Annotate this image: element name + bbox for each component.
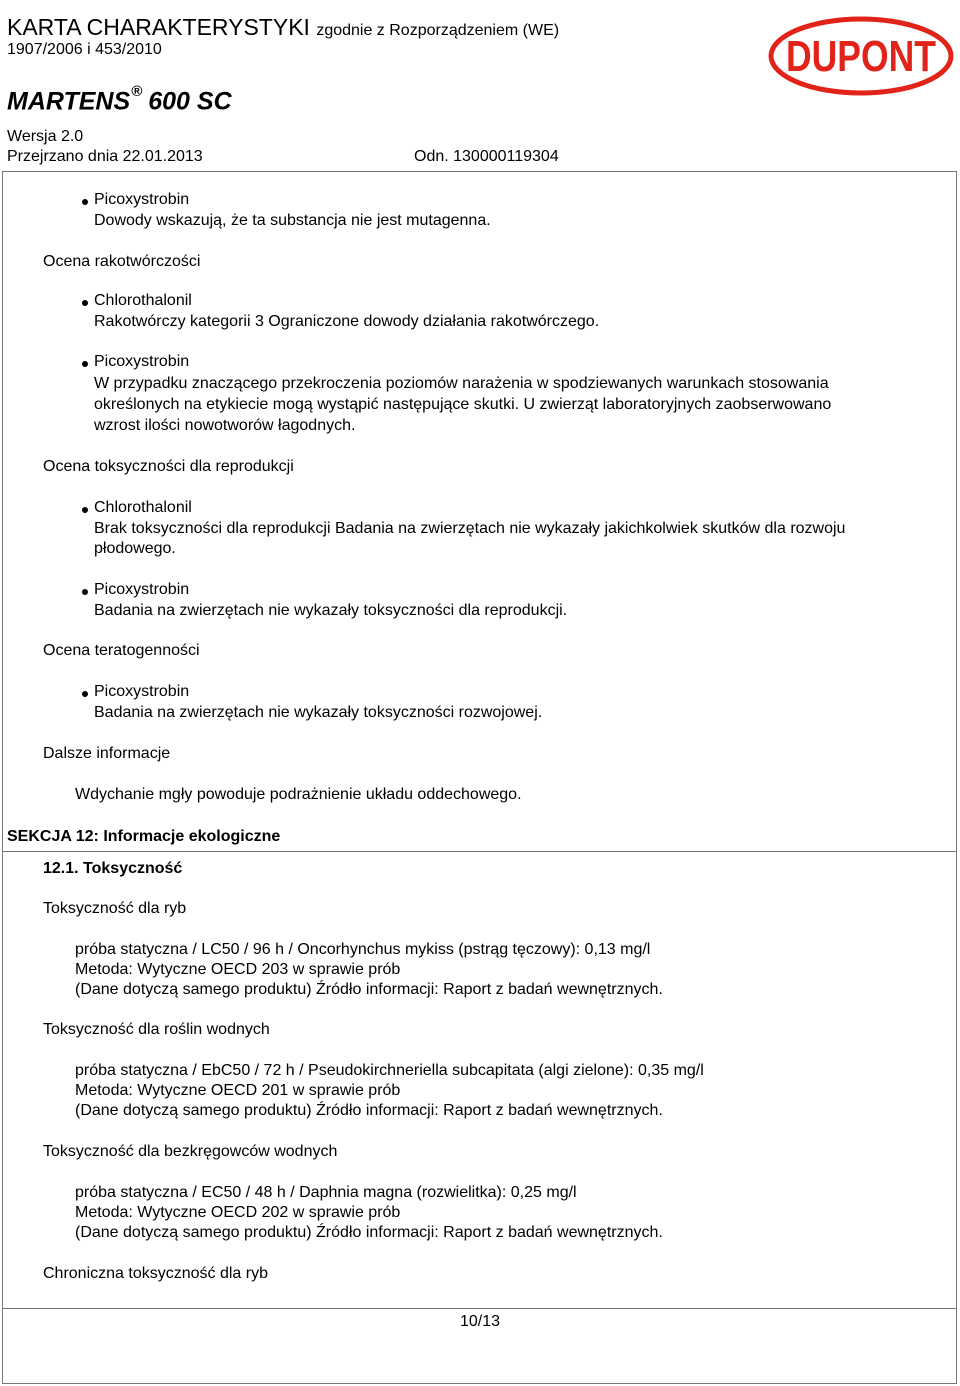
terato-picox-name: Picoxystrobin (94, 683, 190, 700)
aquatic-plants-heading: Toksyczność dla roślin wodnych (43, 1021, 270, 1038)
footer-divider (2, 1308, 957, 1309)
title-suffix: zgodnie z Rozporządzeniem (WE) (316, 22, 560, 39)
chronic-fish-toxicity-heading: Chroniczna toksyczność dla ryb (43, 1265, 268, 1282)
carcinogenicity-heading: Ocena rakotwórczości (43, 253, 201, 270)
carcino-picox-line3: wzrost ilości nowotworów łagodnych. (94, 417, 356, 434)
aquatic-plants-line3: (Dane dotyczą samego produktu) Źródło informacji: Raport z badań wewnętrznych. (75, 1102, 663, 1119)
repro-chloro-name: Chlorothalonil (94, 499, 192, 516)
section-12-title: SEKCJA 12: Informacje ekologiczne (7, 828, 281, 845)
repro-chloro-line2: płodowego. (94, 540, 176, 557)
document-number: Odn. 130000119304 (414, 148, 559, 165)
repro-chloro-line1: Brak toksyczności dla reprodukcji Badania na zwierzętach nie wykazały jakichkolwiek skutków dla rozwoju (94, 520, 846, 537)
aquatic-plants-line1: próba statyczna / EbC50 / 72 h / Pseudokirchneriella subcapitata (algi zielone): 0,35 mg/l (75, 1062, 704, 1079)
document-header (0, 0, 960, 172)
bullet-icon (82, 361, 88, 367)
carcino-picox-name: Picoxystrobin (94, 353, 190, 370)
repro-picox-text: Badania na zwierzętach nie wykazały toksyczności dla reprodukcji. (94, 602, 568, 619)
logo-text: DUPONT (786, 32, 937, 81)
further-info-text: Wdychanie mgły powoduje podrażnienie układu oddechowego. (75, 786, 522, 803)
bullet-icon (82, 691, 88, 697)
fish-toxicity-heading: Toksyczność dla ryb (43, 900, 187, 917)
mutagen-picox-text: Dowody wskazują, że ta substancja nie jest mutagenna. (94, 212, 491, 229)
dupont-logo (768, 16, 954, 96)
product-name-text: MARTENS (7, 87, 131, 116)
version-label: Wersja 2.0 (7, 128, 84, 145)
teratogenicity-heading: Ocena teratogenności (43, 642, 200, 659)
fish-toxicity-line3: (Dane dotyczą samego produktu) Źródło informacji: Raport z badań wewnętrznych. (75, 981, 663, 998)
bullet-icon (82, 507, 88, 513)
product-name (7, 83, 232, 116)
reproductive-toxicity-heading: Ocena toksyczności dla reprodukcji (43, 458, 294, 475)
bullet-icon (82, 199, 88, 205)
bullet-icon (82, 300, 88, 306)
aquatic-plants-line2: Metoda: Wytyczne OECD 201 w sprawie prób (75, 1082, 401, 1099)
carcino-picox-line1: W przypadku znaczącego przekroczenia poziomów narażenia w spodziewanych warunkach stosowania (94, 375, 829, 392)
regulation-reference: 1907/2006 i 453/2010 (7, 41, 162, 58)
invertebrates-line1: próba statyczna / EC50 / 48 h / Daphnia magna (rozwielitka): 0,25 mg/l (75, 1184, 577, 1201)
bullet-icon (82, 589, 88, 595)
carcino-picox-line2: określonych na etykiecie mogą wystąpić następujące skutki. U zwierząt laboratoryjnych zaobserwowano (94, 396, 832, 413)
fish-toxicity-line1: próba statyczna / LC50 / 96 h / Oncorhynchus mykiss (pstrąg tęczowy): 0,13 mg/l (75, 941, 651, 958)
carcino-chloro-name: Chlorothalonil (94, 292, 192, 309)
document-title (7, 14, 559, 41)
further-info-heading: Dalsze informacje (43, 745, 171, 762)
section-12-1-title: 12.1. Toksyczność (43, 860, 183, 877)
mutagen-picox-name: Picoxystrobin (94, 191, 190, 208)
title-text: KARTA CHARAKTERYSTYKI (7, 14, 310, 40)
fish-toxicity-line2: Metoda: Wytyczne OECD 203 w sprawie prób (75, 961, 401, 978)
page-number: 10/13 (459, 1313, 501, 1330)
registered-mark: ® (131, 83, 143, 100)
invertebrates-heading: Toksyczność dla bezkręgowców wodnych (43, 1143, 338, 1160)
repro-picox-name: Picoxystrobin (94, 581, 190, 598)
revision-date: Przejrzano dnia 22.01.2013 (7, 148, 203, 165)
invertebrates-line2: Metoda: Wytyczne OECD 202 w sprawie prób (75, 1204, 401, 1221)
invertebrates-line3: (Dane dotyczą samego produktu) Źródło informacji: Raport z badań wewnętrznych. (75, 1224, 663, 1241)
carcino-chloro-text: Rakotwórczy kategorii 3 Ograniczone dowody działania rakotwórczego. (94, 313, 600, 330)
terato-picox-text: Badania na zwierzętach nie wykazały toksyczności rozwojowej. (94, 704, 543, 721)
section-divider (2, 851, 957, 852)
product-code: 600 SC (148, 87, 232, 116)
